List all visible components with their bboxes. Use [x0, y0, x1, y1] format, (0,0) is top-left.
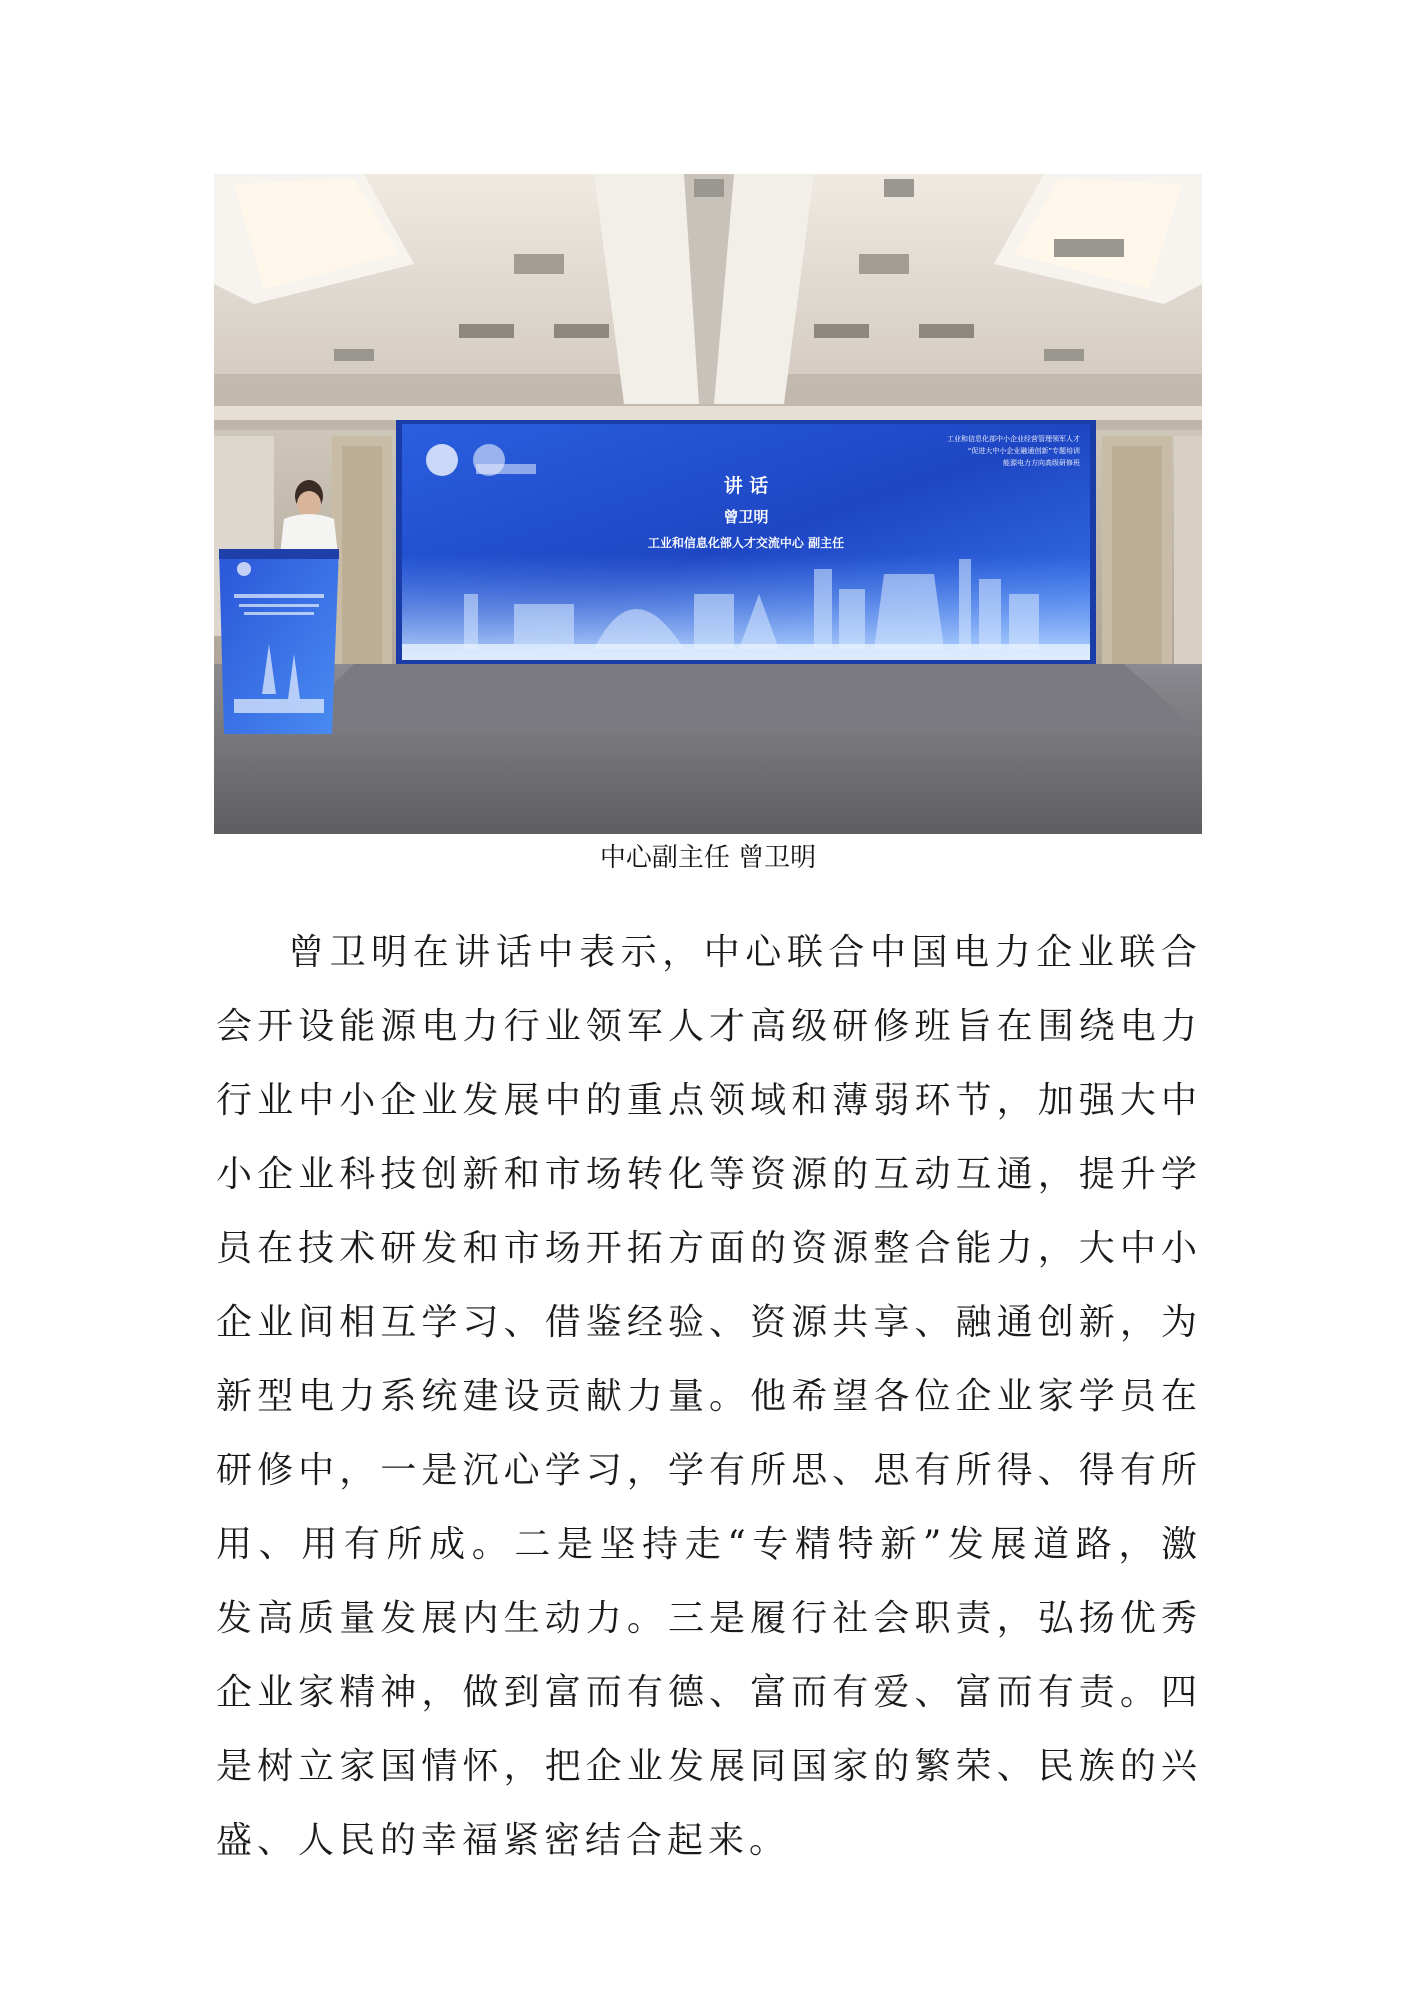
event-photo — [214, 174, 1202, 834]
photo-caption: 中心副主任 曾卫明 — [599, 843, 817, 873]
backdrop-header-line3: 能源电力方向高级研修班 — [1003, 459, 1080, 467]
backdrop-header-line1: 工业和信息化部中小企业经营管理领军人才 — [947, 435, 1080, 443]
backdrop-header-line2: “促进大中小企业融通创新”专题培训 — [967, 447, 1080, 455]
backdrop-speaker: 曾卫明 — [723, 508, 769, 526]
backdrop-position: 工业和信息化部人才交流中心 副主任 — [647, 536, 845, 550]
backdrop-title: 讲 话 — [723, 475, 769, 497]
body-paragraph: 曾卫明在讲话中表示，中心联合中国电力企业联合会开设能源电力行业领军人才高级研修班旨在围绕电力行业中小企业发展中的重点领域和薄弱环节，加强大中小企业科技创新和市场转化等资源的互动互通，提升学员在技术研发和市场开拓方面的资源整合能力，大中小企业间相互学习、借鉴经验、资源共享、融通创新，为新型电力系统建设贡献力量。他希望各位企业家学员在研修中，一是沉心学习，学有所思、思有所得、得有所用、用有所成。二是坚持走“专精特新”发展道路，激发高质量发展内生动力。三是履行社会职责，弘扬优秀企业家精神，做到富而有德、富而有爱、富而有责。四是树立家国情怀，把企业发展同国家的繁荣、民族的兴盛、人民的幸福紧密结合起来。 — [216, 932, 1202, 1861]
